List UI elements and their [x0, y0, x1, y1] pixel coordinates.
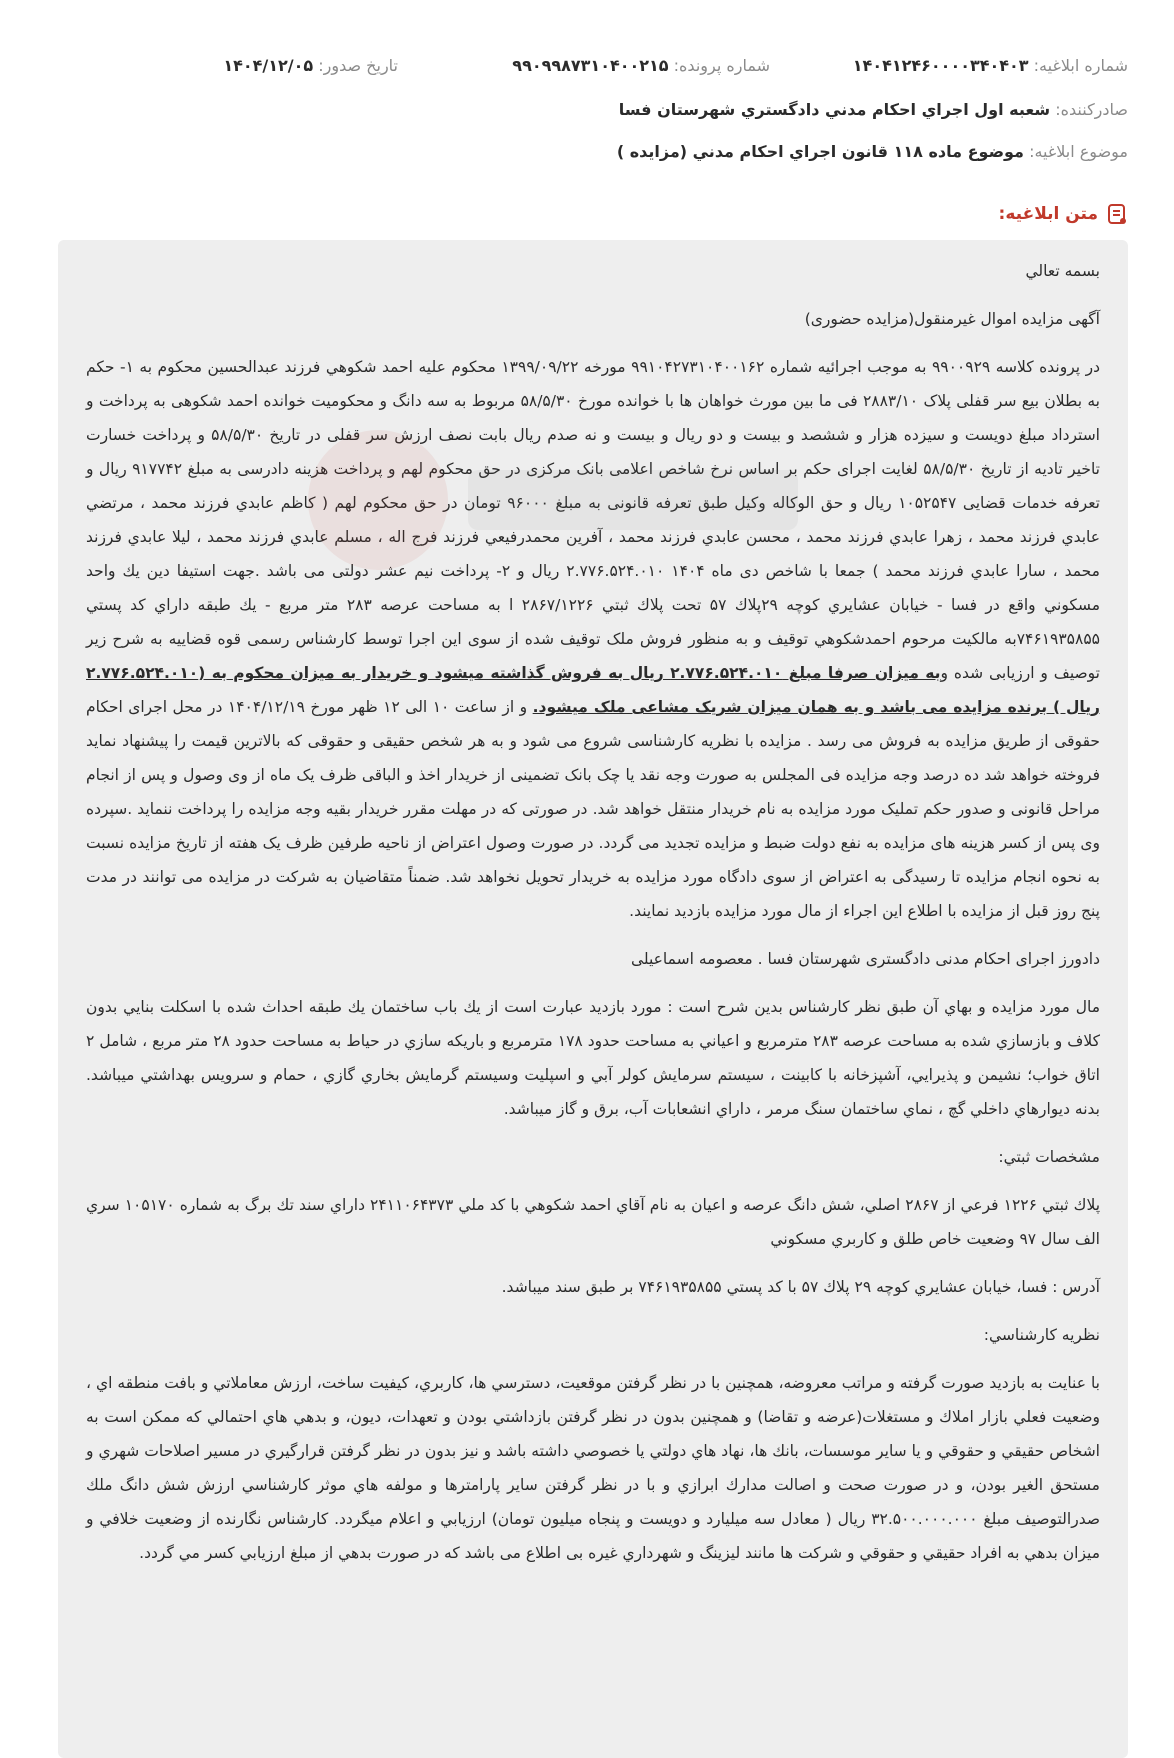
- issue-date: تاريخ صدور: ۱۴۰۴/۱۲/۰۵: [223, 56, 398, 75]
- case-number: شماره پرونده: ۹۹۰۹۹۸۷۳۱۰۴۰۰۲۱۵: [512, 56, 770, 75]
- underlined-sale-terms: به میزان صرفا مبلغ ۲.۷۷۶.۵۲۴.۰۱۰ ریال به فروش گذاشته میشود و خریدار به میزان محکوم به (۲.۷۷۶.۵۲۴.۰۱۰ ریال ) برنده مزایده می باشد و به همان میزان شریک مشاعی ملک میشود.: [86, 664, 1100, 716]
- body-address: آدرس : فسا، خيابان عشايري كوچه ۲۹ پلاك ۵۷ با كد پستي ۷۴۶۱۹۳۵۸۵۵ بر طبق سند ميباشد.: [501, 1278, 1100, 1296]
- body-registration-heading: مشخصات ثبتي:: [998, 1148, 1100, 1166]
- notice-text-title: [999, 202, 1128, 226]
- notice-number: شماره ابلاغيه: ۱۴۰۴۱۲۴۶۰۰۰۰۳۴۰۴۰۳: [852, 56, 1128, 75]
- body-expert-opinion: با عنايت به بازديد صورت گرفته و مراتب معروضه، همچنين با در نظر گرفتن موقعيت، دسترسي ها، كاربري، كيفيت ساخت، ارزش معاملاتي و بافت منطقه اي ، وضعيت فعلي بازار املاك و مستغلات(عرضه و تقاضا) و همچنين بدون در نظر گرفتن بازداشتي بودن و تعهدات، ديون، و بدهي هاي احتمالي كه ممكن است به اشخاص حقيقي و حقوقي و يا ساير موسسات، بانك ها، نهاد هاي دولتي يا خصوصي داشته باشد و نيز بدون در نظر گرفتن قرارگيري در مسير اصلاحات شهري و مستحق الغير بودن، و در صورت صحت و اصالت مدارك ابرازي و با در نظر گرفتن ساير پارامترها و مولفه هاي موثر كارشناسي ارزش شش دانگ ملك صدرالتوصيف مبلغ ۳۲.۵۰۰.۰۰۰.۰۰۰ ريال ( معادل سه ميليارد و دويست و پنجاه ميليون تومان) ارزيابي و اعلام ميگردد. كارشناس نگارنده از وضعيت خلافي و ميزان بدهي به افراد حقيقي و حقوقي و شركت ها مانند ليزينگ و شهرداري غيره بی اطلاع می باشد كه در صورت بدهي از مبلغ ارزيابي كسر مي گردد.: [86, 1374, 1100, 1562]
- body-main-paragraph: در پرونده کلاسه ۹۹۰۰۹۲۹ به موجب اجرائيه شماره ۹۹۱۰۴۲۷۳۱۰۴۰۰۱۶۲ مورخه ۱۳۹۹/۰۹/۲۲ محکوم علیه احمد شکوهي فرزند عبدالحسين محکوم به ۱- حکم به بطلان بیع سر قفلی پلاک ۲۸۸۳/۱۰ فی ما بین مورث خواهان ها با خوانده مورخ ۵۸/۵/۳۰ مربوط به سه دانگ و محکومیت خوانده احمد شکوهی به پرداخت و استرداد مبلغ دویست و سیزده هزار و ششصد و بیست و دو ریال و بیست و نه صدم ریال بابت نصف ارزش سر قفلی در تاریخ ۵۸/۵/۳۰ و پرداخت خسارت تاخیر تادیه از تاریخ ۵۸/۵/۳۰ لغایت اجرای حکم بر اساس نرخ شاخص اعلامی بانک مرکزی در حق محکوم لهم و پرداخت هزینه دادرسی به مبلغ ۹۱۷۷۴۲ ریال و تعرفه خدمات قضایی ۱۰۵۲۵۴۷ ریال و حق الوکاله وکیل طبق تعرفه قانونی به مبلغ ۹۶۰۰۰ تومان در حق محکوم لهم ( کاظم عابدي فرزند محمد ، مرتضي عابدي فرزند محمد ، زهرا عابدي فرزند محمد ، محسن عابدي فرزند محمد ، آفرین محمدرفیعي فرزند فرج اله ، مسلم عابدي فرزند محمد ، لیلا عابدي فرزند محمد ، سارا عابدي فرزند محمد ) جمعا با شاخص دی ماه ۱۴۰۴ ۲.۷۷۶.۵۲۴.۰۱۰ ریال و ۲- پرداخت نیم عشر دولتی می باشد .جهت استیفا دین يك واحد مسكوني واقع در فسا - خیابان عشایري كوچه ۲۹پلاك ۵۷ تحت پلاك ثبتي ۲۸۶۷/۱۲۲۶ ا به مساحت عرصه ۲۸۳ متر مربع - يك طبقه داراي كد پستي ۷۴۶۱۹۳۵۸۵۵به مالکیت مرحوم احمدشکوهي توقیف و به منظور فروش ملک توقیف شده از سوی این اجرا توسط کارشناس رسمی قوه قضاییه به شرح زیر توصیف و ارزیابی شده وبه میزان صرفا مبلغ ۲.۷۷۶.۵۲۴.۰۱۰ ریال به فروش گذاشته میشود و خریدار به میزان محکوم به (۲.۷۷۶.۵۲۴.۰۱۰ ریال ) برنده مزایده می باشد و به همان میزان شریک مشاعی ملک میشود. و از ساعت ۱۰ الی ۱۲ ظهر مورخ ۱۴۰۴/۱۲/۱۹ در محل اجرای احکام حقوقی از طریق مزایده به فروش می رسد . مزایده با نظریه کارشناسی شروع می شود و به هر شخص حقیقی و حقوقی که بالاترین قیمت را پیشنهاد نماید فروخته خواهد شد ده درصد وجه مزایده فی المجلس به صورت وجه نقد یا چک بانک تضمینی از خریدار اخذ و الباقی ظرف یک ماه از وی وصول و پس از انجام مراحل قانونی و صدور حکم تملیک مورد مزایده به نام خریدار منتقل خواهد شد. در صورتی که در مهلت مقرر خریدار بقیه وجه مزایده را پرداخت ننماید .سپرده وی پس از کسر هزینه های مزایده به نفع دولت ضبط و مزایده تجدید می گردد. در صورت وصول اعتراض از ناحیه طرفین ظرف یک هفته از تاریخ مزایده نسبت به نحوه انجام مزایده تا رسیدگی به اعتراض از سوی دادگاه مورد مزایده به خریدار تحویل نخواهد شد. ضمناً متقاضیان به شرکت در مزایده می توانند در مدت پنج روز قبل از مزایده با اطلاع این اجراء از مال مورد مزایده بازدید نمایند.: [86, 358, 1101, 920]
- body-signature: دادورز اجرای احکام مدنی دادگستری شهرستان فسا . معصومه اسماعیلی: [630, 950, 1100, 968]
- body-greeting: بسمه تعالي: [1025, 262, 1100, 280]
- body-heading: آگهی مزایده اموال غیرمنقول(مزایده حضوری): [804, 310, 1100, 328]
- document-icon: [1106, 202, 1128, 226]
- header-row-ids: [46, 56, 1128, 82]
- issuer-row: صادرکننده: شعبه اول اجراي احکام مدني دادگستري شهرستان فسا: [618, 100, 1128, 119]
- body-property-description: مال مورد مزایده و بهاي آن طبق نظر كارشناس بدين شرح است : مورد بازديد عبارت است از يك باب ساختمان يك طبقه احداث شده با اسكلت بنايي بدون كلاف و بازسازي شده به مساحت عرصه ۲۸۳ مترمربع و اعياني به مساحت حدود ۱۷۸ مترمربع و باريكه سازي در حياط به مساحت حدود ۲۸ متر مربع ، شامل ۲ اتاق خواب؛ نشيمن و پذيرايي، آشپزخانه با كابينت ، سيستم سرمايش كولر آبي و اسپليت وسيستم گرمايش بخاري گازي ، حمام و سرويس بهداشتي ميباشد. بدنه ديوارهاي داخلي گچ ، نماي ساختمان سنگ مرمر ، داراي انشعابات آب، برق و گاز ميباشد.: [86, 998, 1101, 1118]
- notice-body: [58, 240, 1128, 1758]
- body-expert-heading: نظريه كارشناسي:: [983, 1326, 1100, 1344]
- subject-row: موضوع ابلاغيه: موضوع ماده ۱۱۸ قانون اجراي احکام مدني (مزايده ): [616, 142, 1128, 161]
- section-title-text: متن ابلاغيه:: [998, 204, 1098, 224]
- body-registration: پلاك ثبتي ۱۲۲۶ فرعي از ۲۸۶۷ اصلي، شش دانگ عرصه و اعيان به نام آقاي احمد شكوهي با كد ملي ۲۴۱۱۰۶۴۳۷۳ داراي سند تك برگ به شماره ۱۰۵۱۷۰ سري الف سال ۹۷ وضعيت خاص طلق و كاربري مسكوني: [86, 1196, 1101, 1248]
